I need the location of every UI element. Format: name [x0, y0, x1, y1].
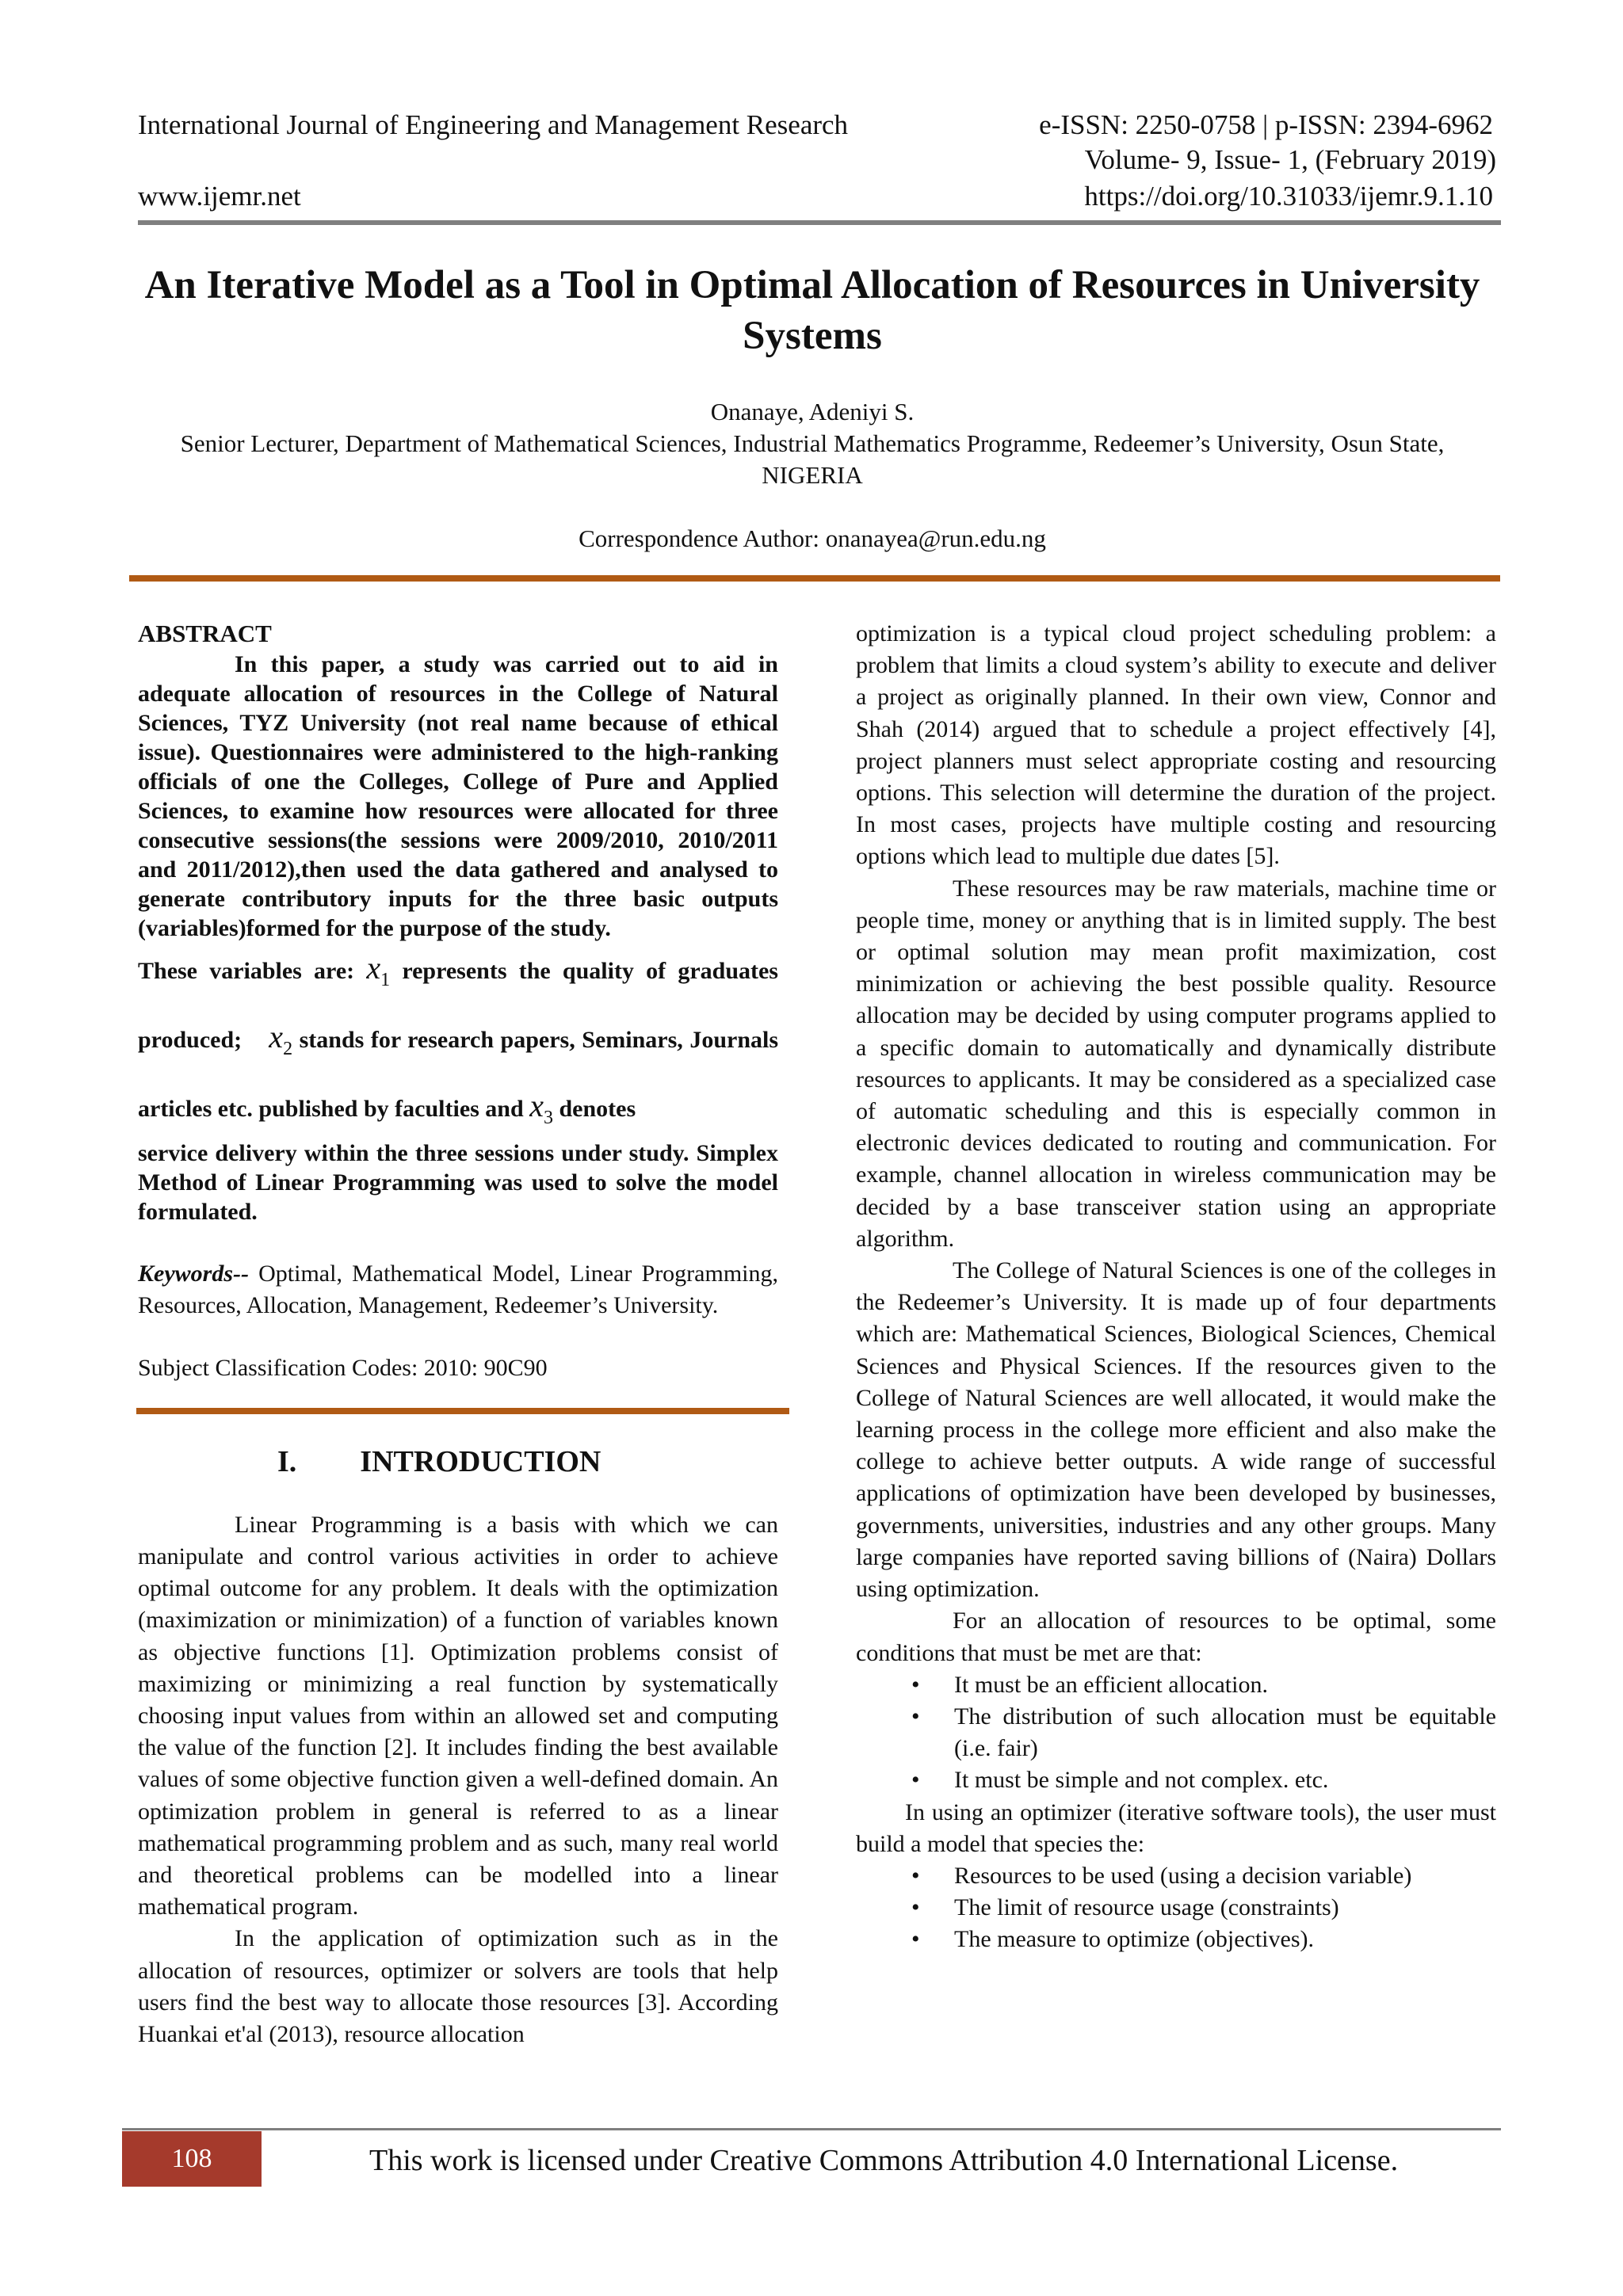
right-paragraph-5: In using an optimizer (iterative software tools), the user must build a model that species the:	[856, 1798, 1496, 1857]
vars-intro: These variables are:	[138, 958, 355, 985]
conditions-list	[856, 1669, 1496, 1797]
introduction-heading	[138, 1443, 778, 1481]
x3-description: denotes	[559, 1096, 636, 1123]
abstract-heading: ABSTRACT	[138, 620, 272, 647]
keywords-label: Keywords--	[138, 1261, 249, 1287]
right-paragraph-4: For an allocation of resources to be optimal, some conditions that must be met are that:	[856, 1608, 1496, 1666]
title-rule	[129, 575, 1500, 582]
footer-rule	[122, 2128, 1501, 2130]
list-item: • Resources to be used (using a decision variable)	[856, 1860, 1496, 1892]
abstract	[138, 618, 778, 1226]
page-number: 108	[122, 2131, 262, 2187]
list-item: • It must be simple and not complex. etc.	[856, 1764, 1496, 1796]
list-item: • It must be an efficient allocation.	[856, 1669, 1496, 1701]
list-item: • The distribution of such allocation must be equitable (i.e. fair)	[856, 1701, 1496, 1764]
right-paragraph-2: These resources may be raw materials, machine time or people time, money or anything that is in limited supply. The best or optimal solution may mean profit maximization, cost minimization or achieving the best possible quality. Resource allocation may be decided by using computer programs applied to a specific domain to automatically and dynamically distribute resources to applicants. It may be considered as a specialized case of automatic scheduling and this is especially common in electronic devices dedicated to routing and communication. For example, channel allocation in wireless communication may be decided by a base transceiver station using an appropriate algorithm.	[856, 875, 1496, 1252]
abstract-text-2: service delivery within the three sessions under study. Simplex Method of Linear Programming was used to solve the model formulated.	[138, 1140, 778, 1226]
journal-name: International Journal of Engineering and Management Research	[138, 109, 849, 140]
produced-text: produced;	[138, 1027, 242, 1054]
license-text[interactable]: This work is licensed under Creative Commons Attribution 4.0 International License.	[369, 2144, 1399, 2177]
volume-issue: Volume- 9, Issue- 1, (February 2019)	[1084, 144, 1496, 175]
section-title: INTRODUCTION	[360, 1444, 601, 1478]
correspondence: Correspondence Author: onanayea@run.edu.ng	[579, 524, 1046, 552]
list-item: • The limit of resource usage (constraints)	[856, 1892, 1496, 1924]
right-paragraph-1: optimization is a typical cloud project scheduling problem: a problem that limits a cloud system’s ability to execute and deliver a project as originally planned. In their own view, Connor and Shah (2014) argued that to schedule a project effectively [4], project planners must select appropriate costing and resourcing options. This selection will determine the duration of the project. In most cases, projects have multiple costing and resourcing options which lead to multiple due dates [5].	[856, 620, 1496, 870]
x2-description: stands for research papers, Seminars,	[299, 1027, 683, 1054]
author-name: Onanaye, Adeniyi S.	[710, 398, 915, 425]
author-affiliation: Senior Lecturer, Department of Mathematical Sciences, Industrial Mathematics Programme, Redeemer’s University, Osun State, NIGERIA	[180, 429, 1445, 489]
subject-classification: Subject Classification Codes: 2010: 90C90	[138, 1354, 548, 1381]
x1-description: represents the quality of graduates	[402, 958, 778, 985]
list-item: • The measure to optimize (objectives).	[856, 1924, 1496, 1955]
right-column	[856, 618, 1496, 1956]
intro-paragraph-1: Linear Programming is a basis with which we can manipulate and control various activities in order to achieve optimal outcome for any problem. It deals with the optimization (maximization or minimization) of a function of variables known as objective functions [1]. Optimization problems consist of maximizing or minimizing a real function by systematically choosing input values from within an allowed set and computing the value of the function [2]. It includes finding the best available values of some objective function given a well-defined domain. An optimization problem in general is referred to as a linear mathematical programming problem and as such, many real world and theoretical problems can be modelled into a linear mathematical program.	[138, 1511, 778, 1920]
variable-x1: $x_1$	[366, 950, 391, 991]
section-number: I.	[277, 1444, 297, 1478]
doi-link[interactable]: https://doi.org/10.31033/ijemr.9.1.10	[1084, 181, 1493, 212]
issn: e-ISSN: 2250-0758 | p-ISSN: 2394-6962	[1039, 109, 1493, 140]
intro-paragraph-2: In the application of optimization such as in the allocation of resources, optimizer or solvers are tools that help users find the best way to allocate those resources [3]. According Huankai et'al (2013), resource allocation	[138, 1925, 778, 2048]
abstract-text: In this paper, a study was carried out to aid in adequate allocation of resources in the College of Natural Sciences, TYZ University (not real name because of ethical issue). Questionnaires were administered to the high-ranking officials of one the Colleges, College of Pure and Applied Sciences, to examine how resources were allocated for three consecutive sessions(the sessions were 2009/2010, 2010/2011 and 2011/2012),then used the data gathered and analysed to generate contributory inputs for the three basic outputs (variables)formed for the purpose of the study.	[138, 651, 778, 942]
left-column	[138, 618, 778, 2050]
abstract-rule	[136, 1408, 789, 1414]
variable-x3: $x_3$	[529, 1088, 553, 1129]
journals-text: Journals articles etc. published by faculties and	[138, 1027, 779, 1123]
right-paragraph-3: The College of Natural Sciences is one of the colleges in the Redeemer’s University. It is made up of four departments which are: Mathematical Sciences, Biological Sciences, Chemical Sciences and Physical Sciences. If the resources given to the College of Natural Sciences are well allocated, it would make the learning process in the college more efficient and also make the college to achieve better outputs. A wide range of successful applications of optimization have been developed by businesses, governments, universities, industries and any other groups. Many large companies have reported saving billions of (Naira) Dollars using optimization.	[856, 1257, 1496, 1603]
model-list	[856, 1860, 1496, 1956]
header-rule	[138, 220, 1501, 225]
paper-title: An Iterative Model as a Tool in Optimal Allocation of Resources in University Systems	[144, 263, 1480, 358]
keywords-text: Optimal, Mathematical Model, Linear Programming, Resources, Allocation, Management, Redeemer’s University.	[138, 1261, 778, 1319]
keywords	[138, 1258, 778, 1322]
variable-x2: $x_2$	[269, 1019, 293, 1060]
abstract-variables	[138, 940, 778, 1146]
website-link[interactable]: www.ijemr.net	[138, 181, 301, 212]
